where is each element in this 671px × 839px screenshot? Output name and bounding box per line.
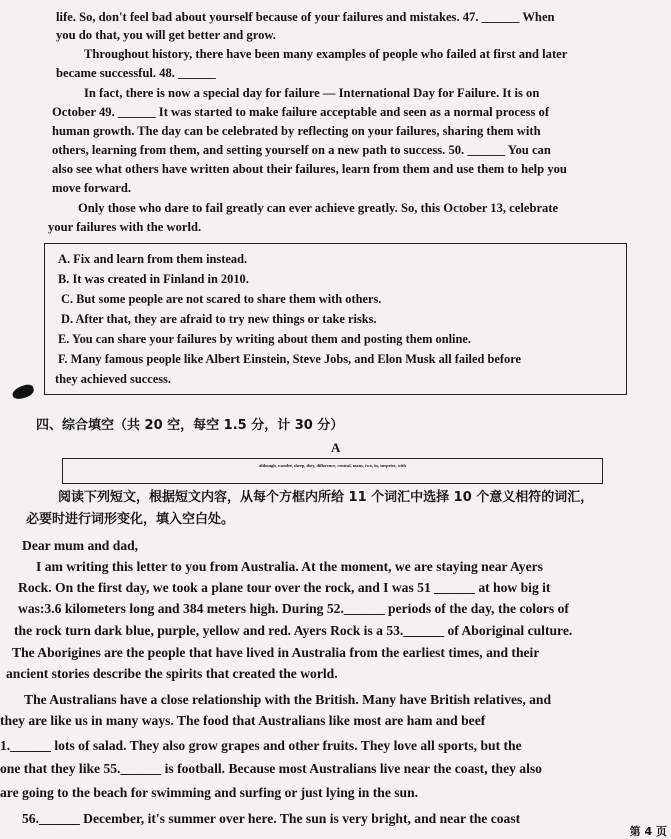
passage-line-12: your failures with the world. bbox=[48, 220, 202, 234]
instruction-line-2: 必要时进行词形变化，填入空白处。 bbox=[26, 512, 235, 527]
letter-line-7: The Australians have a close relationship with the British. Many have British relatives, and bbox=[24, 692, 552, 707]
letter-line-2: Rock. On the first day, we took a plane tour over the rock, and I was 51 ______ at how big it bbox=[18, 580, 551, 595]
passage-line-2: you do that, you will get better and grow. bbox=[56, 28, 276, 42]
passage-line-10: move forward. bbox=[52, 181, 132, 195]
option-b: B. It was created in Finland in 2010. bbox=[58, 272, 249, 286]
passage-line-6: October 49. ______ It was started to make failure acceptable and seen as a normal process of bbox=[52, 105, 550, 119]
passage-line-4: became successful. 48. ______ bbox=[56, 66, 216, 80]
section-title: 四、综合填空（共 20 空，每空 1.5 分，计 30 分） bbox=[36, 418, 344, 433]
letter-line-6: ancient stories describe the spirits that created the world. bbox=[6, 666, 338, 681]
option-a: A. Fix and learn from them instead. bbox=[58, 252, 248, 266]
passage-line-5: In fact, there is now a special day for failure — International Day for Failure. It is on bbox=[84, 86, 540, 100]
option-d: D. After that, they are afraid to try new things or take risks. bbox=[61, 312, 377, 326]
part-label: A bbox=[331, 440, 341, 455]
options-box bbox=[44, 243, 627, 395]
letter-line-11: are going to the beach for swimming and surfing or just lying in the sun. bbox=[0, 785, 419, 800]
option-c: C. But some people are not scared to share them with others. bbox=[61, 292, 382, 306]
option-f-continued: they achieved success. bbox=[55, 372, 171, 386]
letter-line-3: was:3.6 kilometers long and 384 meters high. During 52.______ periods of the day, the colors of bbox=[18, 601, 569, 616]
option-f: F. Many famous people like Albert Einstein, Steve Jobs, and Elon Musk all failed before bbox=[58, 352, 521, 366]
option-e: E. You can share your failures by writing about them and posting them online. bbox=[58, 332, 471, 346]
instruction-line-1: 阅读下列短文，根据短文内容，从每个方框内所给 11 个词汇中选择 10 个意义相符的词汇， bbox=[58, 490, 594, 505]
passage-line-11: Only those who dare to fail greatly can ever achieve greatly. So, this October 13, celebrate bbox=[78, 201, 559, 215]
letter-line-5: The Aborigines are the people that have lived in Australia from the earliest times, and their bbox=[12, 645, 540, 660]
passage-line-9: also see what others have written about their failures, learn from them and use them to help you bbox=[52, 162, 567, 176]
word-bank-box bbox=[62, 458, 603, 484]
letter-line-9: 1.______ lots of salad. They also grow grapes and other fruits. They love all sports, but the bbox=[0, 738, 522, 753]
letter-line-4: the rock turn dark blue, purple, yellow and red. Ayers Rock is a 53.______ of Aboriginal culture. bbox=[14, 623, 573, 638]
ink-blot bbox=[11, 383, 36, 401]
page-number: 第 4 页 bbox=[629, 825, 667, 838]
passage-line-1: life. So, don't feel bad about yourself because of your failures and mistakes. 47. ______ When bbox=[56, 10, 555, 24]
letter-line-8: they are like us in many ways. The food that Australians like most are ham and beef bbox=[0, 713, 486, 728]
letter-line-12: 56.______ December, it's summer over here. The sun is very bright, and near the coast bbox=[22, 811, 521, 826]
word-bank: although, wonder, sheep, they, difference, central, many, two, in, surprise, with bbox=[259, 463, 406, 468]
passage-line-7: human growth. The day can be celebrated by reflecting on your failures, sharing them with bbox=[52, 124, 541, 138]
letter-greeting: Dear mum and dad, bbox=[22, 538, 139, 553]
passage-line-8: others, learning from them, and setting yourself on a new path to success. 50. ______ You can bbox=[52, 143, 551, 157]
passage-line-3: Throughout history, there have been many examples of people who failed at first and later bbox=[84, 47, 568, 61]
letter-line-10: one that they like 55.______ is football. Because most Australians live near the coast, they also bbox=[0, 761, 542, 776]
letter-line-1: I am writing this letter to you from Australia. At the moment, we are staying near Ayers bbox=[36, 559, 543, 574]
